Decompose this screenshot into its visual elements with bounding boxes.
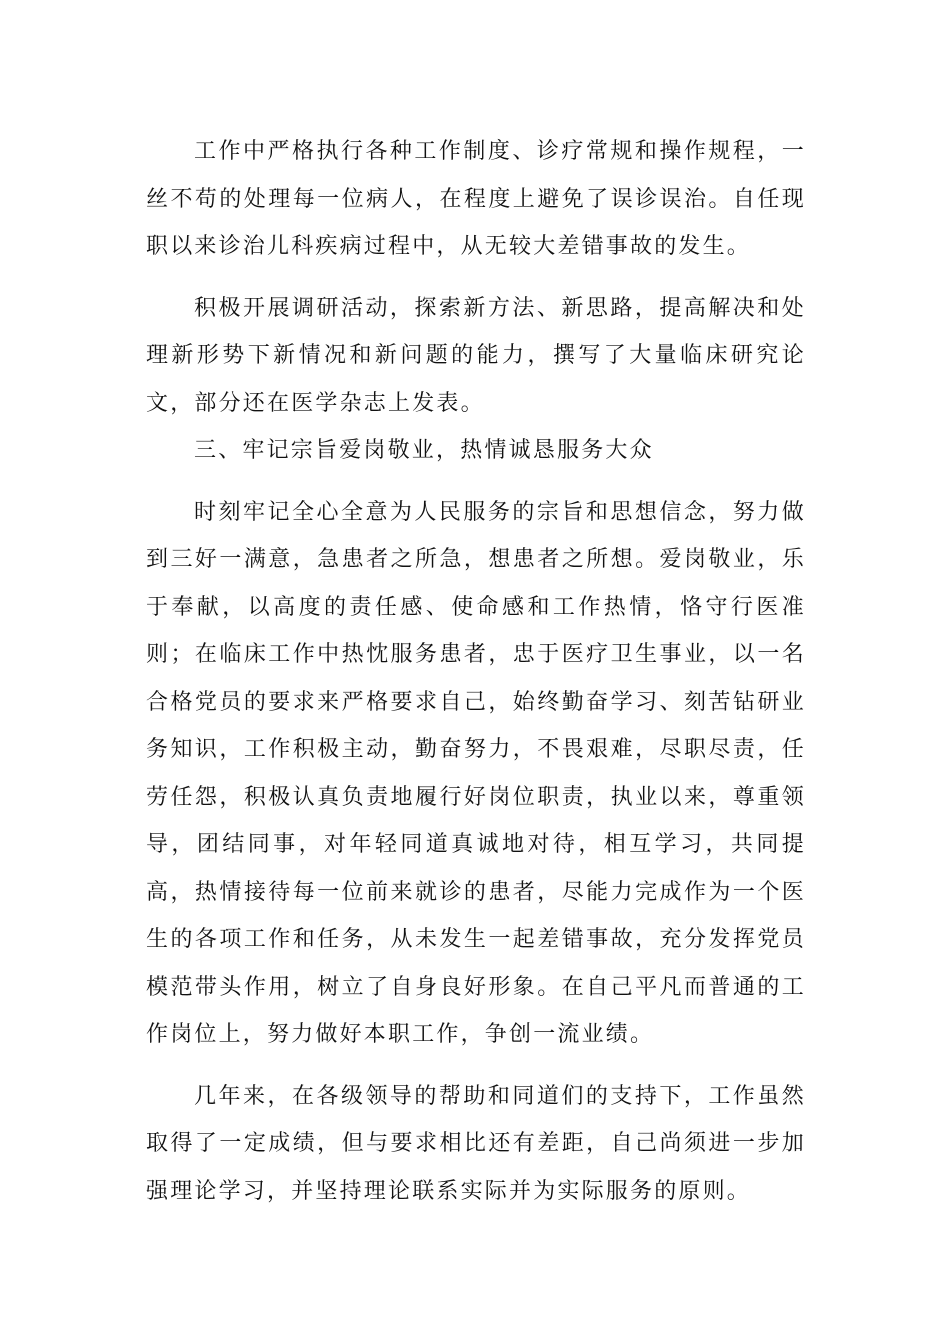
document-body — [146, 128, 806, 1215]
paragraph-diagnosis-standards: 工作中严格执行各种工作制度、诊疗常规和操作规程，一丝不苟的处理每一位病人，在程度上避免了误诊误治。自任现职以来诊治儿科疾病过程中，从无较大差错事故的发生。 — [146, 139, 806, 259]
section-heading: 三、牢记宗旨爱岗敬业，热情诚恳服务大众 — [194, 438, 654, 463]
paragraph-research: 积极开展调研活动，探索新方法、新思路，提高解决和处理新形势下新情况和新问题的能力，撰写了大量临床研究论文，部分还在医学杂志上发表。 — [146, 295, 806, 416]
paragraph-conclusion: 几年来，在各级领导的帮助和同道们的支持下，工作虽然取得了一定成绩，但与要求相比还有差距，自己尚须进一步加强理论学习，并坚持理论联系实际并为实际服务的原则。 — [146, 1083, 806, 1204]
paragraph-service: 时刻牢记全心全意为人民服务的宗旨和思想信念，努力做到三好一满意，急患者之所急，想患者之所想。爱岗敬业，乐于奉献，以高度的责任感、使命感和工作热情，恪守行医准则；在临床工作中热忱服务患者，忠于医疗卫生事业，以一名合格党员的要求来严格要求自己，始终勤奋学习、刻苦钻研业务知识，工作积极主动，勤奋努力，不畏艰难，尽职尽责，任劳任怨，积极认真负责地履行好岗位职责，执业以来，尊重领导，团结同事，对年轻同道真诚地对待，相互学习，共同提高，热情接待每一位前来就诊的患者，尽能力完成作为一个医生的各项工作和任务，从未发生一起差错事故，充分发挥党员模范带头作用，树立了自身良好形象。在自己平凡而普通的工作岗位上，努力做好本职工作，争创一流业绩。 — [146, 499, 806, 1047]
